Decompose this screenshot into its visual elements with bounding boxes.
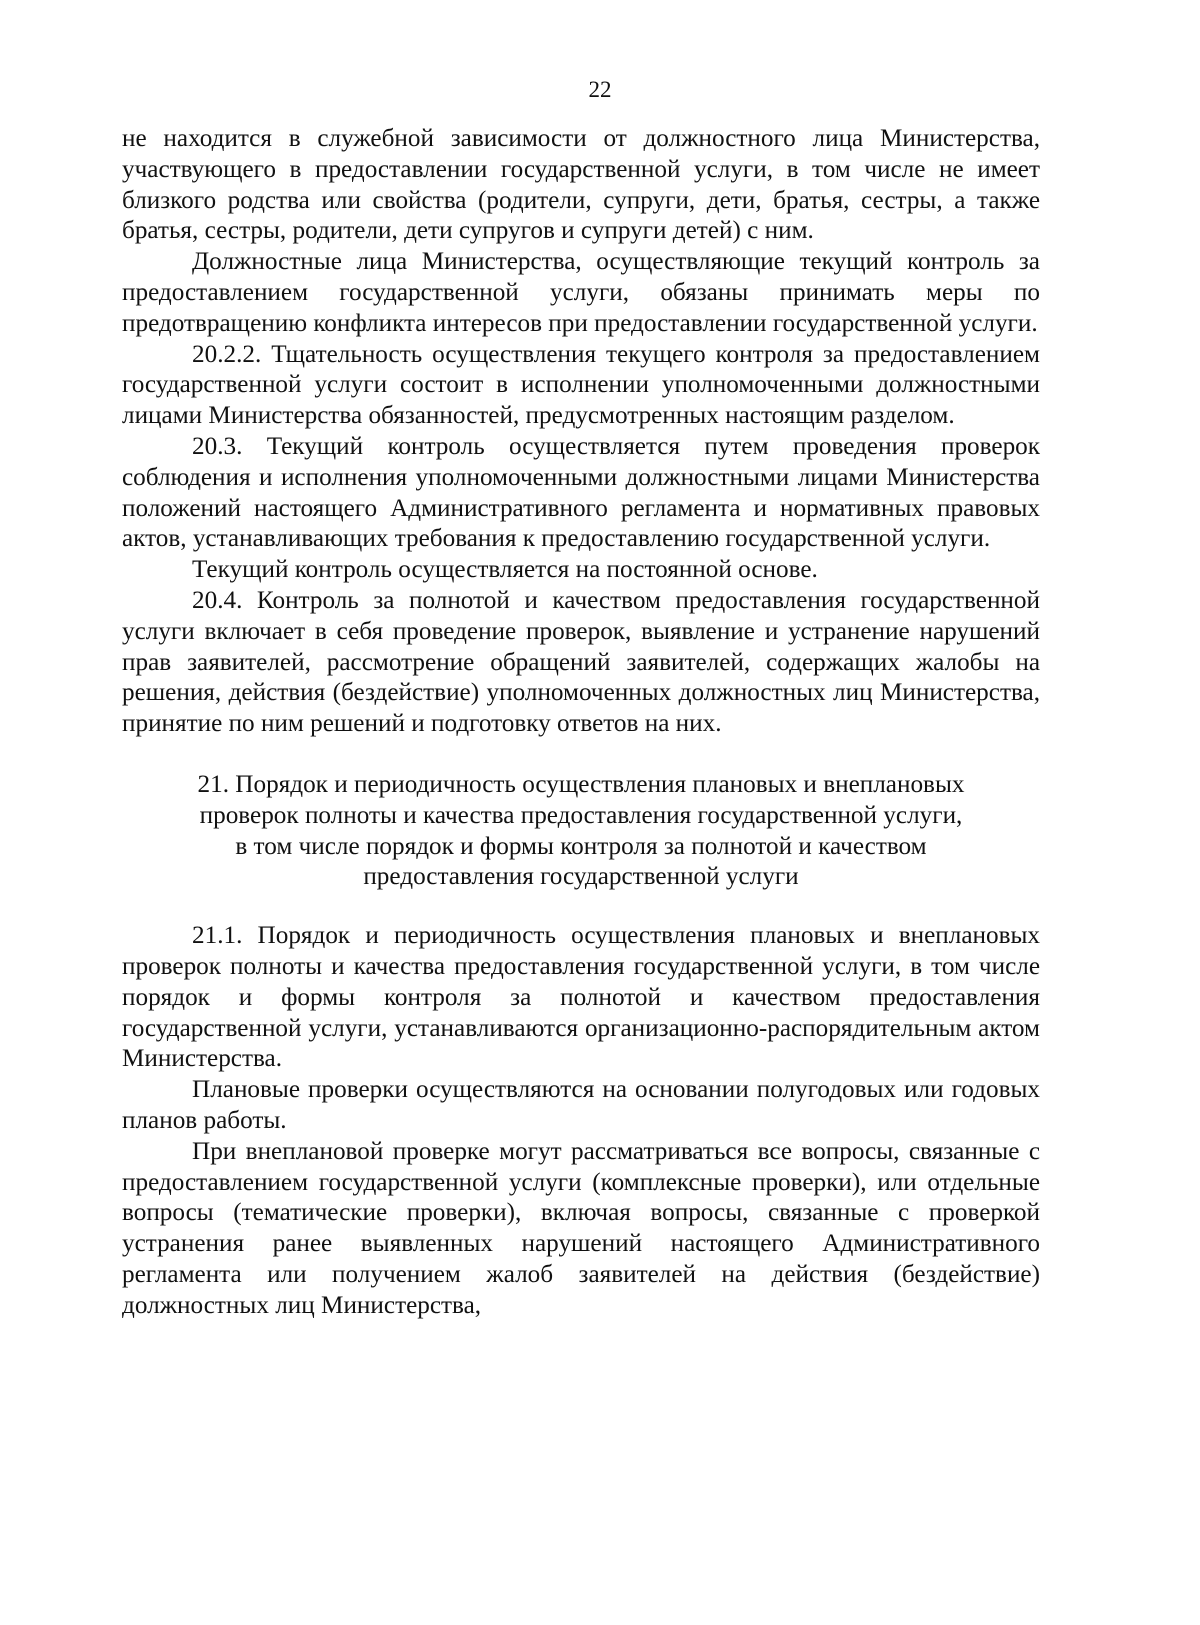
paragraph: 21.1. Порядок и периодичность осуществления плановых и внеплановых проверок полноты и качества предоставления государственной услуги, в том числе порядок и формы контроля за полнотой и качеством предоставления государственной услуги, устанавливаются организационно-распорядительным актом Министерства. <box>122 922 1040 1073</box>
paragraph: не находится в служебной зависимости от должностного лица Министерства, участвующего в предоставлении государственной услуги, в том числе не имеет близкого родства или свойства (родители, супруги, дети, братья, сестры, а также братья, сестры, родители, дети супругов и супруги детей) с ним. <box>122 125 1040 245</box>
section-heading-line: предоставления государственной услуги <box>363 863 799 891</box>
paragraph: 20.2.2. Тщательность осуществления текущего контроля за предоставлением государственной услуги состоит в исполнении уполномоченными должностными лицами Министерства обязанностей, предусмотренных настоящим разделом. <box>122 340 1040 430</box>
paragraph: 20.3. Текущий контроль осуществляется путем проведения проверок соблюдения и исполнения уполномоченными должностными лицами Министерства положений настоящего Административного регламента и нормативных правовых актов, устанавливающих требования к предоставлению государственной услуги. <box>122 432 1040 553</box>
paragraph: 20.4. Контроль за полнотой и качеством предоставления государственной услуги включает в себя проведение проверок, выявление и устранение нарушений прав заявителей, рассмотрение обращений заявителей, содержащих жалобы на решения, действия (бездействие) уполномоченных должностных лиц Министерства, принятие по ним решений и подготовку ответов на них. <box>122 586 1040 738</box>
document-body <box>122 124 1040 1321</box>
paragraph: Текущий контроль осуществляется на постоянной основе. <box>192 556 818 584</box>
section-heading-line: проверок полноты и качества предоставления государственной услуги, <box>199 801 963 829</box>
section-heading-line: в том числе порядок и формы контроля за полнотой и качеством <box>235 832 927 860</box>
page-number: 22 <box>588 77 612 102</box>
section-heading-line: 21. Порядок и периодичность осуществления плановых и внеплановых <box>197 770 965 798</box>
section-heading <box>152 770 1010 893</box>
paragraph: Должностные лица Министерства, осуществляющие текущий контроль за предоставлением государственной услуги, обязаны принимать меры по предотвращению конфликта интересов при предоставлении государственной услуги. <box>122 248 1040 337</box>
paragraph: Плановые проверки осуществляются на основании полугодовых или годовых планов работы. <box>122 1076 1040 1134</box>
paragraph: При внеплановой проверке могут рассматриваться все вопросы, связанные с предоставлением государственной услуги (комплексные проверки), или отдельные вопросы (тематические проверки), включая вопросы, связанные с проверкой устранения ранее выявленных нарушений настоящего Административного регламента или получением жалоб заявителей на действия (бездействие) должностных лиц Министерства, <box>122 1137 1040 1319</box>
